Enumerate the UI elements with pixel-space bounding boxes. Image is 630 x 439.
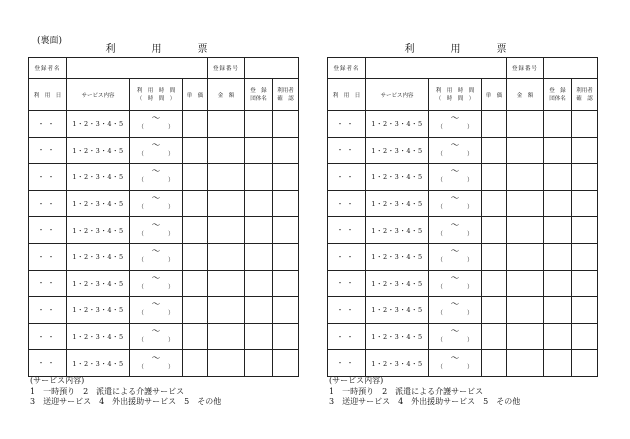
usage-date-cell[interactable]: ・・ — [328, 323, 366, 350]
legend-line-1: 1 一時預り 2 派遣による介護サービス — [30, 386, 185, 396]
amount-cell[interactable] — [507, 137, 544, 164]
registrant-name-field[interactable] — [67, 58, 208, 79]
confirm-cell[interactable] — [273, 297, 299, 324]
amount-cell[interactable] — [208, 137, 245, 164]
service-cell[interactable]: 1・2・3・4・5 — [366, 270, 429, 297]
header-row — [328, 79, 598, 111]
group-cell[interactable] — [544, 243, 572, 270]
service-cell[interactable]: 1・2・3・4・5 — [366, 190, 429, 217]
legend-title: (サービス内容) — [329, 376, 384, 385]
usage-time-cell[interactable]: 〜 （ ） — [130, 243, 183, 270]
service-cell[interactable]: 1・2・3・4・5 — [366, 164, 429, 191]
group-cell[interactable] — [544, 297, 572, 324]
group-cell[interactable] — [544, 217, 572, 244]
usage-time-cell[interactable]: 〜 （ ） — [429, 243, 482, 270]
confirm-cell[interactable] — [273, 270, 299, 297]
col-service: サービス内容 — [67, 79, 130, 111]
group-cell[interactable] — [245, 164, 273, 191]
amount-cell[interactable] — [507, 270, 544, 297]
service-cell[interactable]: 1・2・3・4・5 — [67, 111, 130, 138]
group-cell[interactable] — [544, 190, 572, 217]
usage-time-cell[interactable]: 〜 （ ） — [429, 217, 482, 244]
unit-price-cell[interactable] — [183, 137, 208, 164]
form-title: 利 用 票 — [404, 44, 520, 55]
col-usage-time: 利 用 時 間 （ 時 間 ） — [130, 79, 183, 111]
usage-time-cell[interactable]: 〜 （ ） — [130, 217, 183, 244]
usage-date-cell[interactable]: ・・ — [328, 350, 366, 377]
col-group: 登 録 団体名 — [544, 79, 572, 111]
table-row — [328, 297, 598, 324]
service-cell[interactable]: 1・2・3・4・5 — [366, 217, 429, 244]
back-side-label: (裏面) — [37, 36, 63, 46]
registration-row — [29, 58, 299, 79]
service-cell[interactable]: 1・2・3・4・5 — [67, 323, 130, 350]
usage-time-cell[interactable]: 〜 （ ） — [429, 111, 482, 138]
unit-price-cell[interactable] — [183, 164, 208, 191]
legend-line-1: 1 一時預り 2 派遣による介護サービス — [329, 386, 484, 396]
col-group: 登 録 団体名 — [245, 79, 273, 111]
group-cell[interactable] — [245, 217, 273, 244]
group-cell[interactable] — [544, 111, 572, 138]
service-cell[interactable]: 1・2・3・4・5 — [366, 323, 429, 350]
confirm-cell[interactable] — [572, 270, 598, 297]
usage-time-cell[interactable]: 〜 （ ） — [429, 350, 482, 377]
col-service: サービス内容 — [366, 79, 429, 111]
form-title: 利 用 票 — [105, 44, 221, 55]
unit-price-cell[interactable] — [482, 164, 507, 191]
confirm-cell[interactable] — [273, 350, 299, 377]
table-row — [328, 111, 598, 138]
unit-price-cell[interactable] — [183, 243, 208, 270]
usage-time-cell[interactable]: 〜 （ ） — [429, 137, 482, 164]
confirm-cell[interactable] — [572, 297, 598, 324]
unit-price-cell[interactable] — [183, 190, 208, 217]
usage-time-cell[interactable]: 〜 （ ） — [130, 111, 183, 138]
usage-date-cell[interactable]: ・・ — [328, 270, 366, 297]
service-cell[interactable]: 1・2・3・4・5 — [366, 137, 429, 164]
unit-price-cell[interactable] — [183, 297, 208, 324]
col-usage-date: 利 用 日 — [328, 79, 366, 111]
unit-price-cell[interactable] — [183, 270, 208, 297]
service-cell[interactable]: 1・2・3・4・5 — [67, 350, 130, 377]
group-cell[interactable] — [245, 190, 273, 217]
amount-cell[interactable] — [208, 297, 245, 324]
col-amount: 金 額 — [208, 79, 245, 111]
service-legend-left — [30, 376, 221, 408]
table-row — [29, 350, 299, 377]
service-cell[interactable]: 1・2・3・4・5 — [67, 270, 130, 297]
table-row — [328, 270, 598, 297]
registration-no-label: 登録番号 — [208, 58, 245, 79]
unit-price-cell[interactable] — [183, 350, 208, 377]
group-cell[interactable] — [544, 137, 572, 164]
table-row — [328, 137, 598, 164]
unit-price-cell[interactable] — [482, 243, 507, 270]
usage-time-cell[interactable]: 〜 （ ） — [429, 270, 482, 297]
registration-row — [328, 58, 598, 79]
registration-no-label: 登録番号 — [507, 58, 544, 79]
col-usage-time: 利 用 時 間 （ 時 間 ） — [429, 79, 482, 111]
confirm-cell[interactable] — [572, 323, 598, 350]
unit-price-cell[interactable] — [183, 217, 208, 244]
table-row — [328, 190, 598, 217]
confirm-cell[interactable] — [273, 217, 299, 244]
group-cell[interactable] — [245, 111, 273, 138]
registrant-name-label: 登録者名 — [328, 58, 366, 79]
usage-date-cell[interactable]: ・・ — [29, 217, 67, 244]
table-row — [29, 111, 299, 138]
usage-date-cell[interactable]: ・・ — [29, 323, 67, 350]
table-row — [29, 164, 299, 191]
col-usage-date: 利 用 日 — [29, 79, 67, 111]
amount-cell[interactable] — [507, 164, 544, 191]
amount-cell[interactable] — [507, 190, 544, 217]
table-row — [328, 243, 598, 270]
confirm-cell[interactable] — [572, 190, 598, 217]
table-row — [29, 190, 299, 217]
amount-cell[interactable] — [208, 323, 245, 350]
usage-date-cell[interactable]: ・・ — [29, 111, 67, 138]
table-row — [328, 323, 598, 350]
usage-table — [327, 57, 598, 377]
amount-cell[interactable] — [208, 164, 245, 191]
confirm-cell[interactable] — [273, 243, 299, 270]
unit-price-cell[interactable] — [183, 111, 208, 138]
group-cell[interactable] — [544, 270, 572, 297]
usage-time-cell[interactable]: 〜 （ ） — [130, 297, 183, 324]
confirm-cell[interactable] — [273, 111, 299, 138]
legend-line-2: 3 送迎サービス 4 外出援助サービス 5 その他 — [30, 397, 222, 406]
registrant-name-label: 登録者名 — [29, 58, 67, 79]
table-row — [29, 217, 299, 244]
usage-time-cell[interactable]: 〜 （ ） — [130, 323, 183, 350]
confirm-cell[interactable] — [572, 164, 598, 191]
legend-title: (サービス内容) — [30, 376, 85, 385]
col-confirm: 利用者 確 認 — [572, 79, 598, 111]
unit-price-cell[interactable] — [482, 190, 507, 217]
usage-date-cell[interactable]: ・・ — [328, 164, 366, 191]
service-cell[interactable]: 1・2・3・4・5 — [366, 243, 429, 270]
usage-date-cell[interactable]: ・・ — [29, 350, 67, 377]
usage-time-cell[interactable]: 〜 （ ） — [130, 350, 183, 377]
usage-time-cell[interactable]: 〜 （ ） — [429, 190, 482, 217]
usage-date-cell[interactable]: ・・ — [29, 297, 67, 324]
amount-cell[interactable] — [208, 270, 245, 297]
group-cell[interactable] — [544, 323, 572, 350]
registration-no-field[interactable] — [245, 58, 299, 79]
confirm-cell[interactable] — [572, 137, 598, 164]
service-cell[interactable]: 1・2・3・4・5 — [67, 217, 130, 244]
group-cell[interactable] — [245, 350, 273, 377]
usage-time-cell[interactable]: 〜 （ ） — [429, 323, 482, 350]
group-cell[interactable] — [245, 323, 273, 350]
service-cell[interactable]: 1・2・3・4・5 — [67, 297, 130, 324]
col-confirm: 利用者 確 認 — [273, 79, 299, 111]
unit-price-cell[interactable] — [482, 217, 507, 244]
usage-date-cell[interactable]: ・・ — [29, 243, 67, 270]
registrant-name-field[interactable] — [366, 58, 507, 79]
usage-date-cell[interactable]: ・・ — [328, 190, 366, 217]
service-cell[interactable]: 1・2・3・4・5 — [67, 243, 130, 270]
table-row — [328, 350, 598, 377]
usage-date-cell[interactable]: ・・ — [29, 137, 67, 164]
unit-price-cell[interactable] — [482, 137, 507, 164]
confirm-cell[interactable] — [572, 350, 598, 377]
amount-cell[interactable] — [208, 111, 245, 138]
registration-no-field[interactable] — [544, 58, 598, 79]
table-row — [29, 323, 299, 350]
confirm-cell[interactable] — [572, 217, 598, 244]
table-row — [29, 243, 299, 270]
amount-cell[interactable] — [507, 323, 544, 350]
amount-cell[interactable] — [507, 350, 544, 377]
amount-cell[interactable] — [208, 350, 245, 377]
amount-cell[interactable] — [208, 243, 245, 270]
amount-cell[interactable] — [507, 111, 544, 138]
group-cell[interactable] — [544, 164, 572, 191]
service-cell[interactable]: 1・2・3・4・5 — [366, 350, 429, 377]
service-legend-right — [329, 376, 520, 408]
usage-time-cell[interactable]: 〜 （ ） — [130, 270, 183, 297]
usage-time-cell[interactable]: 〜 （ ） — [429, 297, 482, 324]
usage-date-cell[interactable]: ・・ — [29, 190, 67, 217]
usage-time-cell[interactable]: 〜 （ ） — [429, 164, 482, 191]
service-cell[interactable]: 1・2・3・4・5 — [67, 190, 130, 217]
group-cell[interactable] — [245, 137, 273, 164]
usage-date-cell[interactable]: ・・ — [328, 297, 366, 324]
table-row — [29, 297, 299, 324]
usage-form-left — [28, 43, 298, 377]
usage-date-cell[interactable]: ・・ — [328, 111, 366, 138]
unit-price-cell[interactable] — [482, 111, 507, 138]
group-cell[interactable] — [544, 350, 572, 377]
amount-cell[interactable] — [507, 217, 544, 244]
confirm-cell[interactable] — [273, 137, 299, 164]
usage-time-cell[interactable]: 〜 （ ） — [130, 190, 183, 217]
amount-cell[interactable] — [507, 243, 544, 270]
usage-table — [28, 57, 299, 377]
group-cell[interactable] — [245, 243, 273, 270]
usage-form-right — [327, 43, 597, 377]
usage-time-cell[interactable]: 〜 （ ） — [130, 137, 183, 164]
usage-date-cell[interactable]: ・・ — [328, 243, 366, 270]
amount-cell[interactable] — [507, 297, 544, 324]
service-cell[interactable]: 1・2・3・4・5 — [366, 111, 429, 138]
col-amount: 金 額 — [507, 79, 544, 111]
service-cell[interactable]: 1・2・3・4・5 — [67, 137, 130, 164]
unit-price-cell[interactable] — [482, 270, 507, 297]
header-row — [29, 79, 299, 111]
usage-time-cell[interactable]: 〜 （ ） — [130, 164, 183, 191]
unit-price-cell[interactable] — [482, 323, 507, 350]
table-row — [29, 270, 299, 297]
confirm-cell[interactable] — [572, 111, 598, 138]
group-cell[interactable] — [245, 270, 273, 297]
usage-date-cell[interactable]: ・・ — [29, 270, 67, 297]
usage-date-cell[interactable]: ・・ — [328, 137, 366, 164]
table-row — [328, 217, 598, 244]
col-unit-price: 単 価 — [183, 79, 208, 111]
table-row — [328, 164, 598, 191]
unit-price-cell[interactable] — [183, 323, 208, 350]
legend-line-2: 3 送迎サービス 4 外出援助サービス 5 その他 — [329, 397, 521, 406]
table-row — [29, 137, 299, 164]
usage-date-cell[interactable]: ・・ — [29, 164, 67, 191]
unit-price-cell[interactable] — [482, 297, 507, 324]
confirm-cell[interactable] — [273, 190, 299, 217]
confirm-cell[interactable] — [273, 323, 299, 350]
col-unit-price: 単 価 — [482, 79, 507, 111]
confirm-cell[interactable] — [273, 164, 299, 191]
amount-cell[interactable] — [208, 190, 245, 217]
confirm-cell[interactable] — [572, 243, 598, 270]
service-cell[interactable]: 1・2・3・4・5 — [366, 297, 429, 324]
unit-price-cell[interactable] — [482, 350, 507, 377]
amount-cell[interactable] — [208, 217, 245, 244]
group-cell[interactable] — [245, 297, 273, 324]
usage-date-cell[interactable]: ・・ — [328, 217, 366, 244]
service-cell[interactable]: 1・2・3・4・5 — [67, 164, 130, 191]
